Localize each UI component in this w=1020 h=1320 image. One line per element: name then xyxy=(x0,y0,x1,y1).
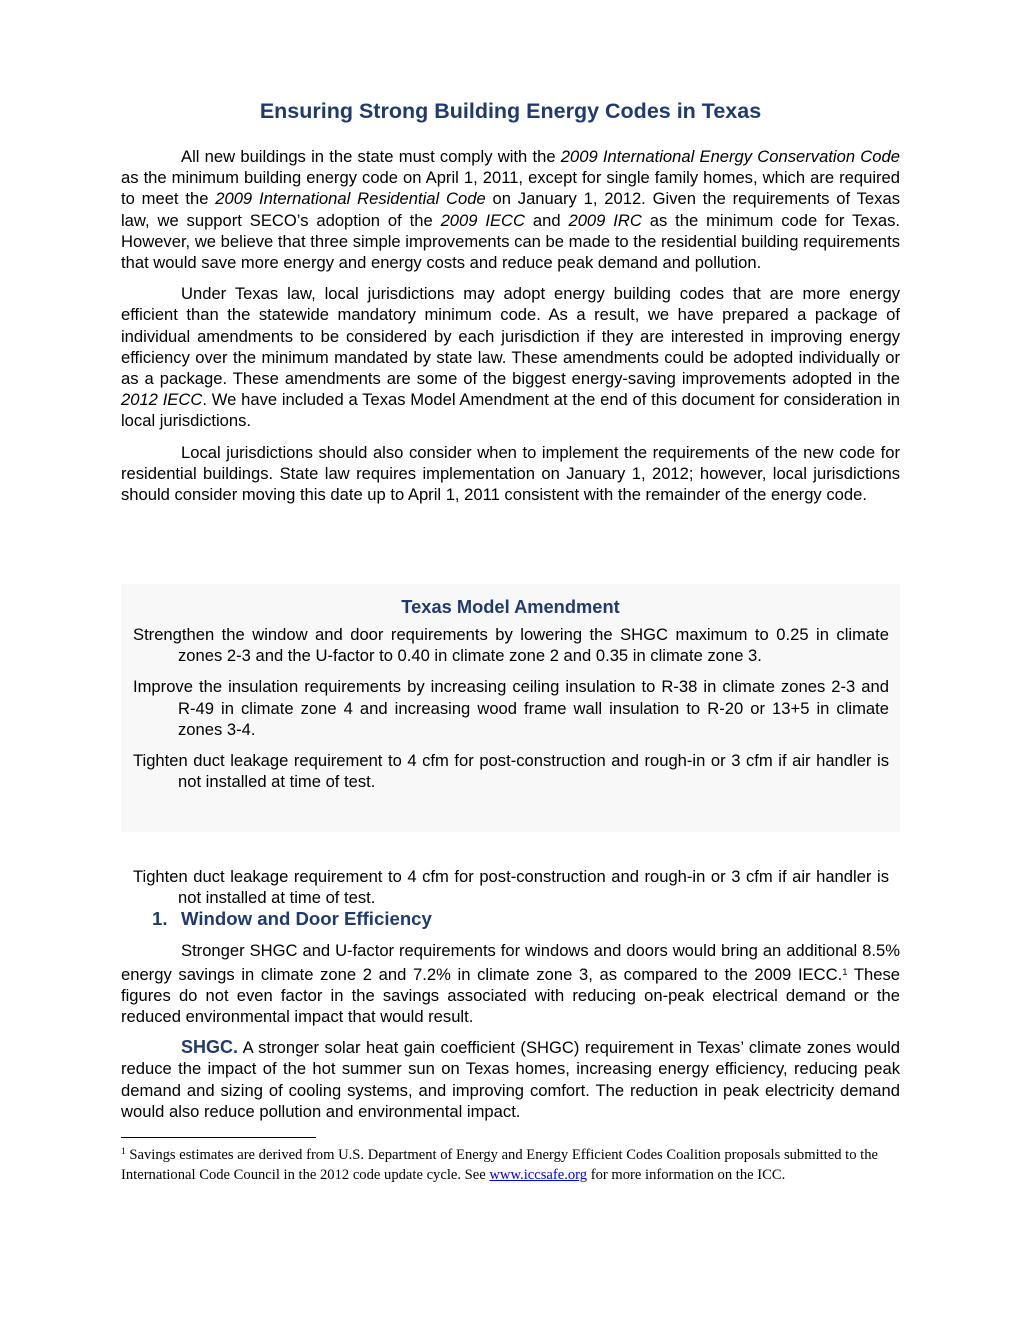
paragraph-text: Local jurisdictions should also consider when to implement the requirements of the new code for residential buildings. State law requires implementation on January 1, 2012; however, local jurisdictions should consider moving this date up to April 1, 2011 consistent with the remainder of the energy code. xyxy=(121,442,900,505)
paragraph-text: These figures do not even factor in the savings associated with reducing on-peak electrical demand or the reduced environmental impact that would result. xyxy=(121,964,900,1027)
amendment-item-ducts: Tighten duct leakage requirement to 4 cfm for post-construction and rough-in or 3 cfm if air handler is not installed at time of test. xyxy=(133,751,889,792)
paragraph-text: Under Texas law, local jurisdictions may adopt energy building codes that are more energy efficient than the statewide mandatory minimum code. As a result, we have prepared a package of individual amendments to be considered by each jurisdiction if they are interested in improving energy efficiency over the minimum mandated by state law. These amendments could be adopted individually or as a package. These amendments are some of the biggest energy-saving improvements adopted in the xyxy=(121,284,900,389)
paragraph-text: as the minimum code for Texas. However, we believe that three simple improvements can be made to the residential building requirements that would save more energy and energy costs and reduce peak demand and pollution. xyxy=(121,210,900,273)
paragraph-text: All new buildings in the state must comply with the xyxy=(181,147,561,166)
paragraph-text: on January 1, 2012. Given the requirements of Texas law, we support SECO’s adoption of the xyxy=(121,189,900,230)
footnote-text: Savings estimates are derived from U.S. Department of Energy and Energy Efficient Codes Coalition proposals submitted to the International Code Council in the 2012 code update cycle. See xyxy=(121,1147,878,1183)
section-number: 1. xyxy=(152,908,168,930)
intro-paragraph xyxy=(121,442,900,506)
footnote xyxy=(121,1143,881,1185)
section-paragraph xyxy=(121,1037,900,1122)
code-title-italic: 2012 IECC xyxy=(121,390,203,410)
intro-section xyxy=(121,146,900,515)
intro-paragraph xyxy=(121,283,900,431)
texas-model-amendment-box xyxy=(121,584,900,832)
footnote-separator xyxy=(121,1137,316,1138)
paragraph-text: A stronger solar heat gain coefficient (SHGC) requirement in Texas’ climate zones would reduce the impact of the hot summer sun on Texas homes, increasing energy efficiency, reducing peak demand and sizing of cooling systems, and improving comfort. The reduction in peak electricity demand would also reduce pollution and environmental impact. xyxy=(121,1038,900,1121)
iccsafe-link[interactable]: www.iccsafe.org xyxy=(489,1166,588,1183)
paragraph-text: and xyxy=(525,210,569,230)
repeated-duct-item: Tighten duct leakage requirement to 4 cfm for post-construction and rough-in or 3 cfm if air handler is not installed at time of test. xyxy=(133,867,889,908)
footnote-number: 1 xyxy=(121,1147,126,1157)
paragraph-text: . We have included a Texas Model Amendment at the end of this document for consideration in local jurisdictions. xyxy=(121,390,900,431)
section-1 xyxy=(121,866,900,1132)
amendment-heading: Texas Model Amendment xyxy=(401,596,620,617)
section-paragraph xyxy=(121,940,900,1027)
code-title-italic: 2009 International Residential Code xyxy=(215,189,486,209)
code-title-italic: 2009 International Energy Conservation Code xyxy=(560,147,900,166)
shgc-lead: SHGC. xyxy=(181,1037,239,1058)
section-title: Window and Door Efficiency xyxy=(181,908,432,930)
code-title-italic: 2009 IECC xyxy=(440,210,526,230)
intro-paragraph xyxy=(121,146,900,273)
footnote-reference[interactable]: 1 xyxy=(842,966,848,978)
paragraph-text: as the minimum building energy code on April 1, 2011, except for single family homes, which are required to meet the xyxy=(121,168,900,209)
amendment-item-windows: Strengthen the window and door requirements by lowering the SHGC maximum to 0.25 in climate zones 2-3 and the U-factor to 0.40 in climate zone 2 and 0.35 in climate zone 3. xyxy=(133,625,889,666)
paragraph-text: Stronger SHGC and U-factor requirements for windows and doors would bring an additional 8.5% energy savings in climate zone 2 and 7.2% in climate zone 3, as compared to the 2009 IECC. xyxy=(121,941,900,984)
section-heading xyxy=(121,908,900,930)
amendment-item-insulation: Improve the insulation requirements by increasing ceiling insulation to R-38 in climate zones 2-3 and R-49 in climate zone 4 and increasing wood frame wall insulation to R-20 or 13+5 in climate zones 3-4. xyxy=(133,677,889,739)
code-title-italic: 2009 IRC xyxy=(568,210,642,230)
footnote-text: for more information on the ICC. xyxy=(587,1166,786,1183)
document-title: Ensuring Strong Building Energy Codes in Texas xyxy=(259,99,762,123)
